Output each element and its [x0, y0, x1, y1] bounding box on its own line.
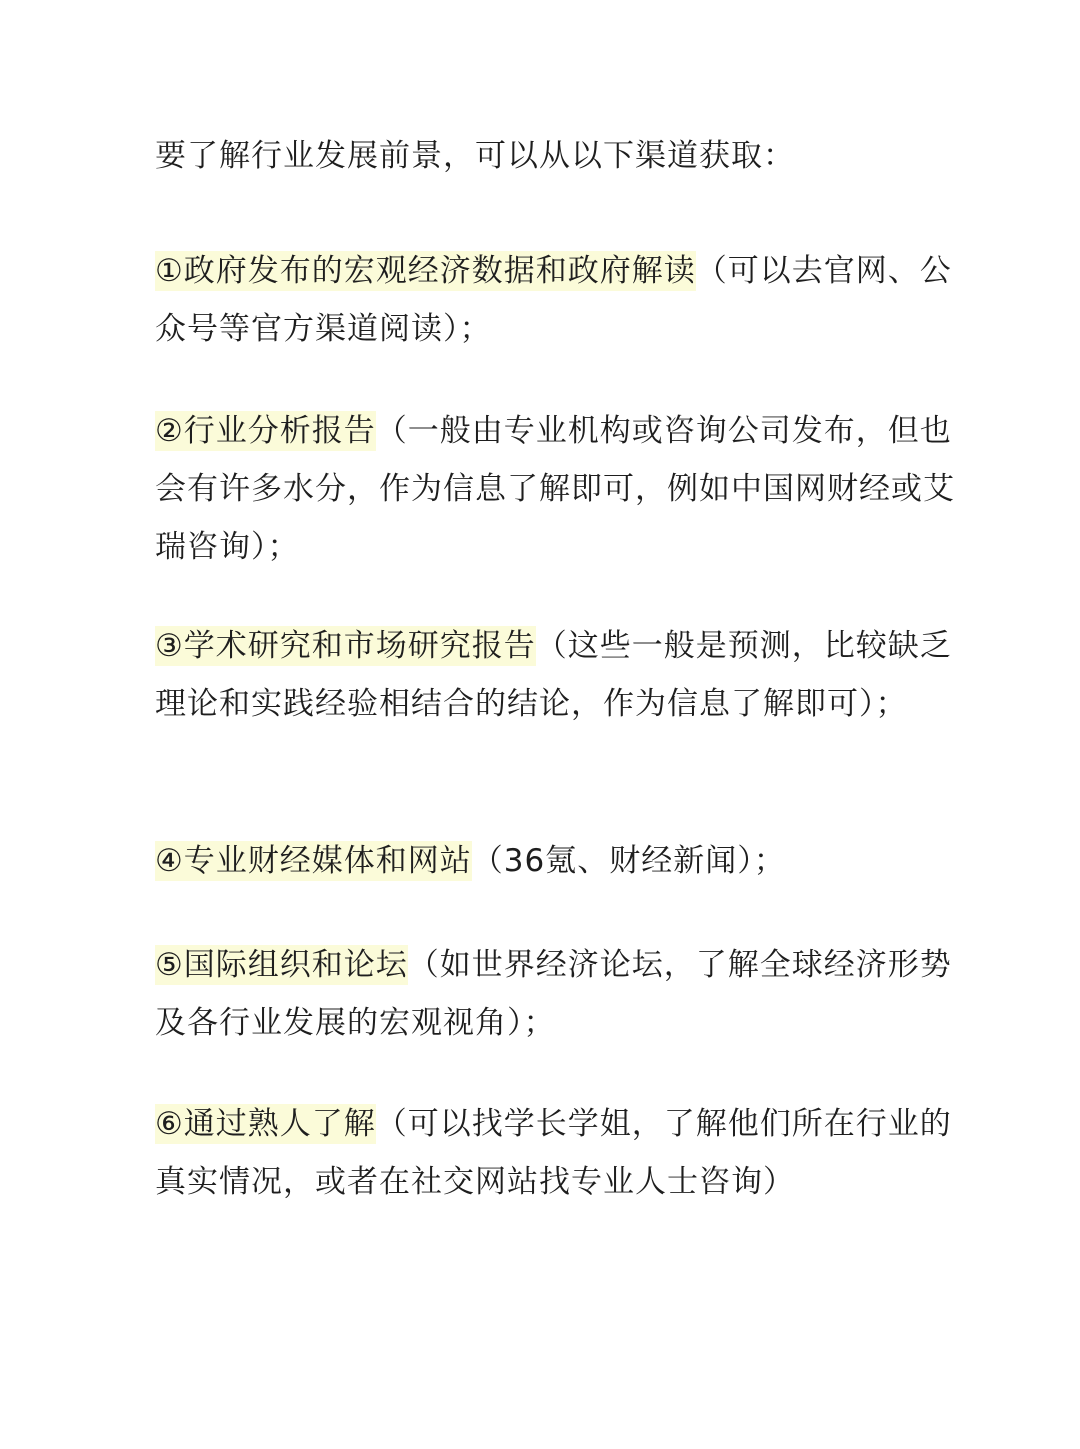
channel-detail-4: （36氪、财经新闻）；	[471, 843, 786, 879]
channel-title-2: ②行业分析报告	[155, 413, 376, 449]
channel-item-6	[155, 1095, 955, 1211]
channel-title-4: ④专业财经媒体和网站	[155, 843, 472, 879]
channel-detail-5: （如世界经济论坛，了解全球经济形势及各行业发展的宏观视角）；	[155, 947, 952, 1041]
channel-detail-3: （这些一般是预测，比较缺乏理论和实践经验相结合的结论，作为信息了解即可）；	[155, 628, 952, 722]
intro-text: 要了解行业发展前景，可以从以下渠道获取：	[155, 138, 795, 174]
channel-title-5: ⑤国际组织和论坛	[155, 947, 408, 983]
channel-title-3: ③学术研究和市场研究报告	[155, 628, 536, 664]
channel-item-5	[155, 936, 955, 1052]
channel-title-6: ⑥通过熟人了解	[155, 1106, 376, 1142]
channel-item-3	[155, 617, 955, 733]
channel-item-1	[155, 242, 955, 358]
channel-title-1: ①政府发布的宏观经济数据和政府解读	[155, 253, 696, 289]
channel-detail-2: （一般由专业机构或咨询公司发布，但也会有许多水分，作为信息了解即可，例如中国网财经或艾瑞咨询）；	[155, 413, 955, 565]
channel-detail-6: （可以找学长学姐，了解他们所在行业的真实情况，或者在社交网站找专业人士咨询）	[155, 1106, 952, 1200]
channel-item-2	[155, 402, 955, 576]
channel-detail-1: （可以去官网、公众号等官方渠道阅读）；	[155, 253, 952, 347]
channel-item-4	[155, 832, 955, 890]
